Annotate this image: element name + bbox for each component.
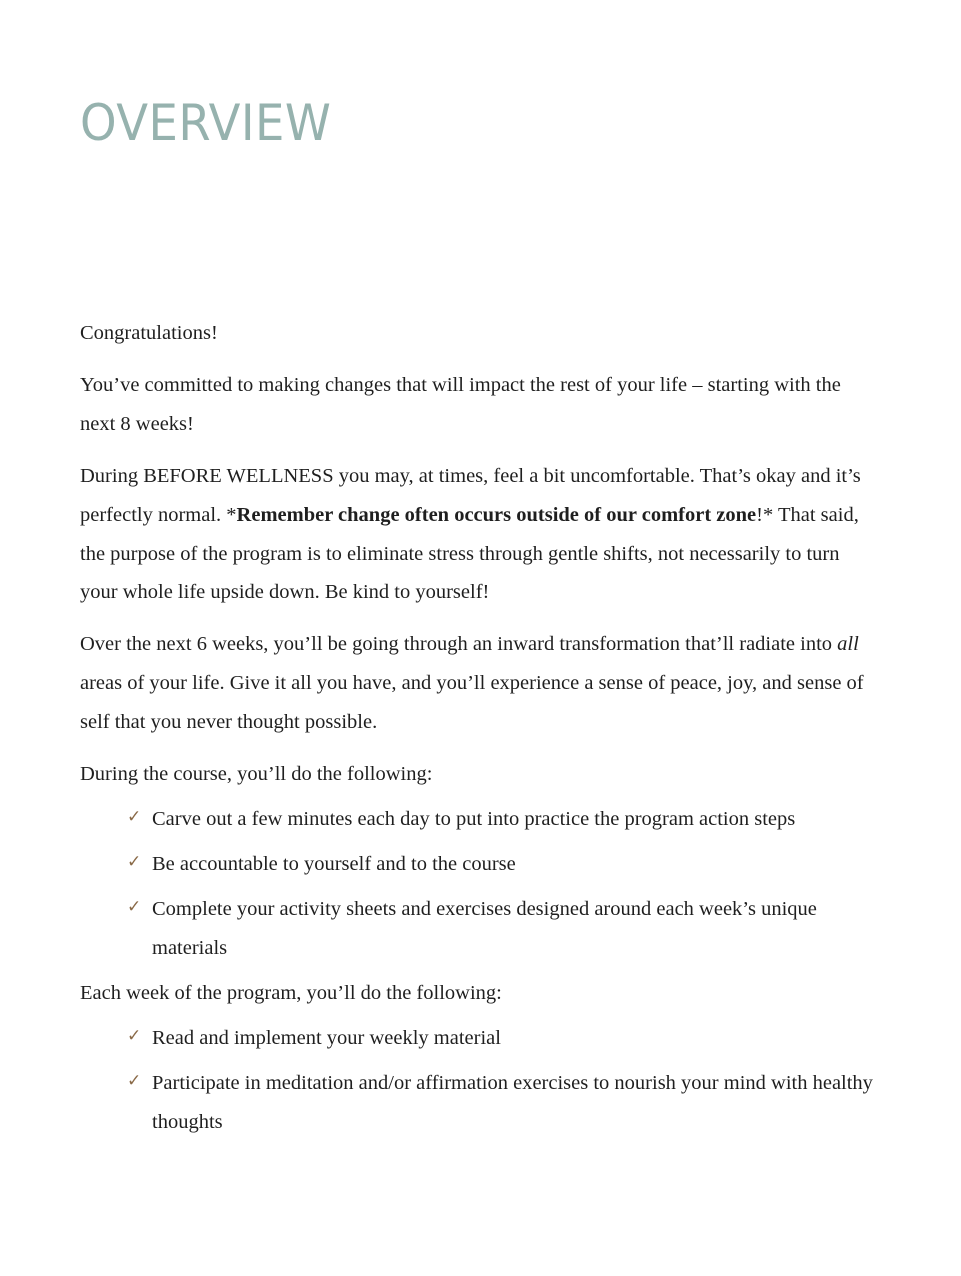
check-icon: ✓: [127, 1025, 142, 1046]
check-icon: ✓: [127, 806, 142, 827]
transformation-text-start: Over the next 6 weeks, you’ll be going through an inward transformation that’ll radiate into: [80, 633, 838, 656]
discomfort-paragraph: [80, 457, 880, 612]
list-item: [80, 890, 880, 967]
discomfort-text-start: During BEFORE WELLNESS you may, at times, feel a bit uncomfortable. That’s okay and it’s perfectly normal. *: [80, 465, 861, 526]
transformation-paragraph: [80, 625, 880, 741]
comfort-zone-emphasis: Remember change often occurs outside of our comfort zone: [236, 503, 757, 526]
weekly-checklist: [80, 1019, 880, 1142]
list-item: [80, 1064, 880, 1141]
commitment-paragraph: You’ve committed to making changes that will impact the rest of your life – starting with the next 8 weeks!: [80, 374, 841, 435]
all-emphasis: all: [837, 633, 859, 656]
page-title: OVERVIEW: [80, 94, 332, 152]
list-item-text: Participate in meditation and/or affirmation exercises to nourish your mind with healthy thoughts: [152, 1071, 873, 1133]
transformation-text-end: areas of your life. Give it all you have, and you’ll experience a sense of peace, joy, and sense of self that you never thought possible.: [80, 672, 864, 733]
weekly-intro: Each week of the program, you’ll do the following:: [80, 982, 502, 1005]
check-icon: ✓: [127, 1070, 142, 1091]
list-item-text: Read and implement your weekly material: [152, 1026, 501, 1049]
list-item: [80, 1019, 880, 1058]
course-intro: During the course, you’ll do the following:: [80, 763, 433, 786]
check-icon: ✓: [127, 897, 142, 918]
list-item-text: Be accountable to yourself and to the course: [152, 852, 516, 875]
document-body: [80, 314, 880, 1148]
check-icon: ✓: [127, 851, 142, 872]
list-item-text: Complete your activity sheets and exercises designed around each week’s unique materials: [152, 898, 817, 959]
course-checklist: [80, 800, 880, 968]
discomfort-text-end: !* That said, the purpose of the program is to eliminate stress through gentle shifts, not necessarily to turn your whole life upside down. Be kind to yourself!: [80, 503, 859, 604]
congratulations-paragraph: Congratulations!: [80, 322, 218, 344]
list-item-text: Carve out a few minutes each day to put into practice the program action steps: [152, 807, 796, 830]
list-item: [80, 800, 880, 839]
list-item: [80, 845, 880, 884]
